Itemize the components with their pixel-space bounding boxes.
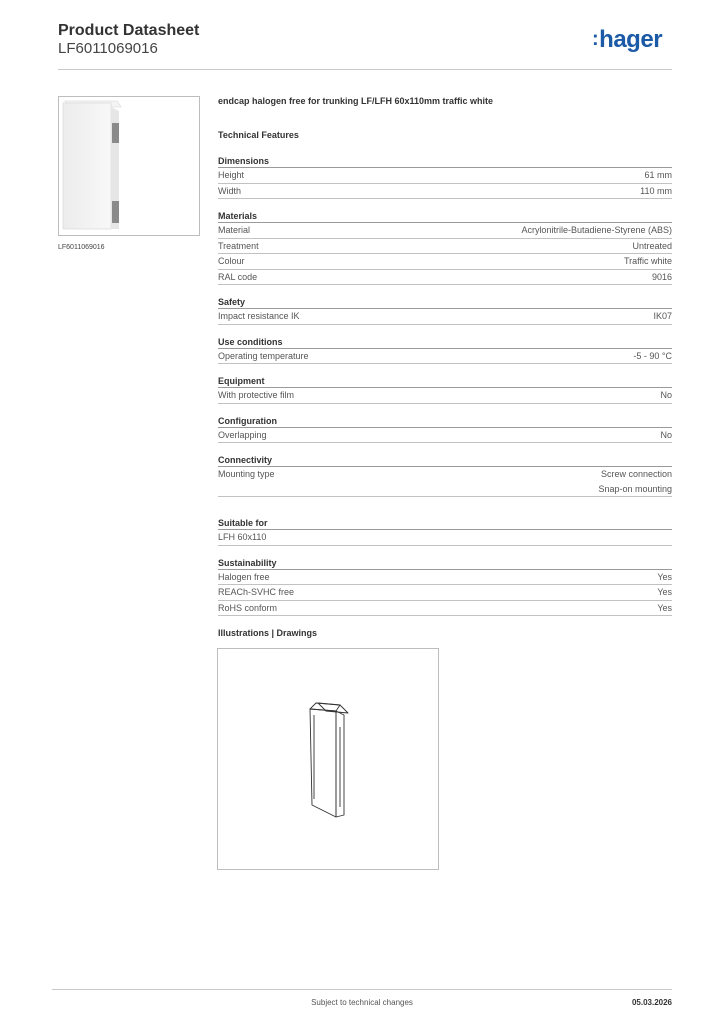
spec-value-line: Acrylonitrile-Butadiene-Styrene (ABS) [521,225,672,235]
spec-value-line: Untreated [632,240,672,251]
spec-value-line: 9016 [651,271,672,282]
spec-value [660,428,672,443]
spec-section [218,210,672,285]
spec-section [218,296,672,325]
spec-row [218,168,672,184]
spec-value-line: No [660,429,672,440]
spec-value-line: Snap-on mounting [598,483,672,494]
section-title: Configuration [218,415,672,428]
page-title: Product Datasheet [58,22,200,39]
spec-value [660,388,672,403]
spec-value-line: 110 mm [640,185,672,196]
footer-note: Subject to technical changes [311,998,413,1007]
spec-section [218,155,672,199]
technical-features-title: Technical Features [218,130,299,140]
spec-label: With protective film [218,390,295,400]
spec-label: Colour [218,256,245,266]
spec-row [218,388,672,404]
spec-row [218,270,672,286]
spec-section [218,375,672,404]
section-title: Sustainability [218,557,672,570]
spec-value [652,270,672,285]
spec-label: Mounting type [218,469,275,479]
spec-label: REACh-SVHC free [218,587,295,597]
spec-value [624,254,672,269]
spec-value [521,223,672,238]
spec-label: Treatment [218,240,259,251]
spec-value-line: Yes [657,602,672,613]
spec-label: Width [218,185,242,196]
spec-row [218,530,672,546]
spec-value-line: No [660,390,672,400]
spec-row [218,570,672,586]
header-divider [58,69,672,70]
spec-value-line: Traffic white [623,256,672,266]
footer-date: 05.03.2026 [631,998,672,1007]
spec-label: RAL code [218,271,258,282]
spec-value [657,601,672,616]
brand-logo [592,26,662,54]
section-title: Materials [218,210,672,223]
brand-name: hager [599,26,663,53]
spec-label: Operating temperature [218,350,309,361]
spec-label: Halogen free [218,571,270,582]
spec-value [598,467,672,496]
spec-value-line: Yes [657,571,672,582]
endcap-line-drawing [218,649,438,869]
illustration-drawing [217,648,439,870]
section-title: Dimensions [218,155,672,168]
spec-row [218,349,672,365]
spec-row [218,239,672,255]
spec-section [218,415,672,444]
section-title: Connectivity [218,454,672,467]
spec-row [218,254,672,270]
spec-label: LFH 60x110 [218,532,267,542]
spec-label: Overlapping [218,429,267,440]
section-title: Suitable for [218,517,672,530]
spec-label: RoHS conform [218,602,278,613]
spec-section [218,517,672,546]
spec-label: Impact resistance IK [218,311,300,321]
spec-value [640,184,672,199]
spec-value [632,239,672,254]
spec-value-line: IK07 [653,311,672,321]
spec-value-line: Yes [657,587,672,597]
spec-row [218,601,672,617]
logo-dots-icon: : [592,28,599,50]
thumbnail-caption: LF6011069016 [58,244,105,251]
spec-label: Height [218,170,245,180]
spec-value [657,585,672,600]
spec-section [218,557,672,617]
spec-row [218,184,672,200]
illustrations-title: Illustrations | Drawings [218,628,318,638]
spec-row [218,223,672,239]
spec-value [633,349,672,364]
section-title: Use conditions [218,336,672,349]
spec-section [218,336,672,365]
spec-value-line: 61 mm [644,170,672,180]
spec-row [218,585,672,601]
spec-value-line: -5 - 90 °C [633,350,672,361]
spec-value [657,570,672,585]
spec-row [218,467,672,497]
spec-value [644,168,672,183]
product-reference: LF6011069016 [58,40,158,57]
footer-divider [52,989,672,990]
spec-sections [218,155,672,627]
spec-row [218,428,672,444]
spec-section [218,454,672,497]
section-title: Equipment [218,375,672,388]
spec-value [653,309,672,324]
spec-label: Material [218,225,251,235]
spec-value-line: Screw connection [600,469,672,479]
product-thumbnail [58,96,200,236]
endcap-product-image [59,97,199,235]
product-description: endcap halogen free for trunking LF/LFH 60x110mm traffic white [218,96,494,106]
spec-row [218,309,672,325]
section-title: Safety [218,296,672,309]
